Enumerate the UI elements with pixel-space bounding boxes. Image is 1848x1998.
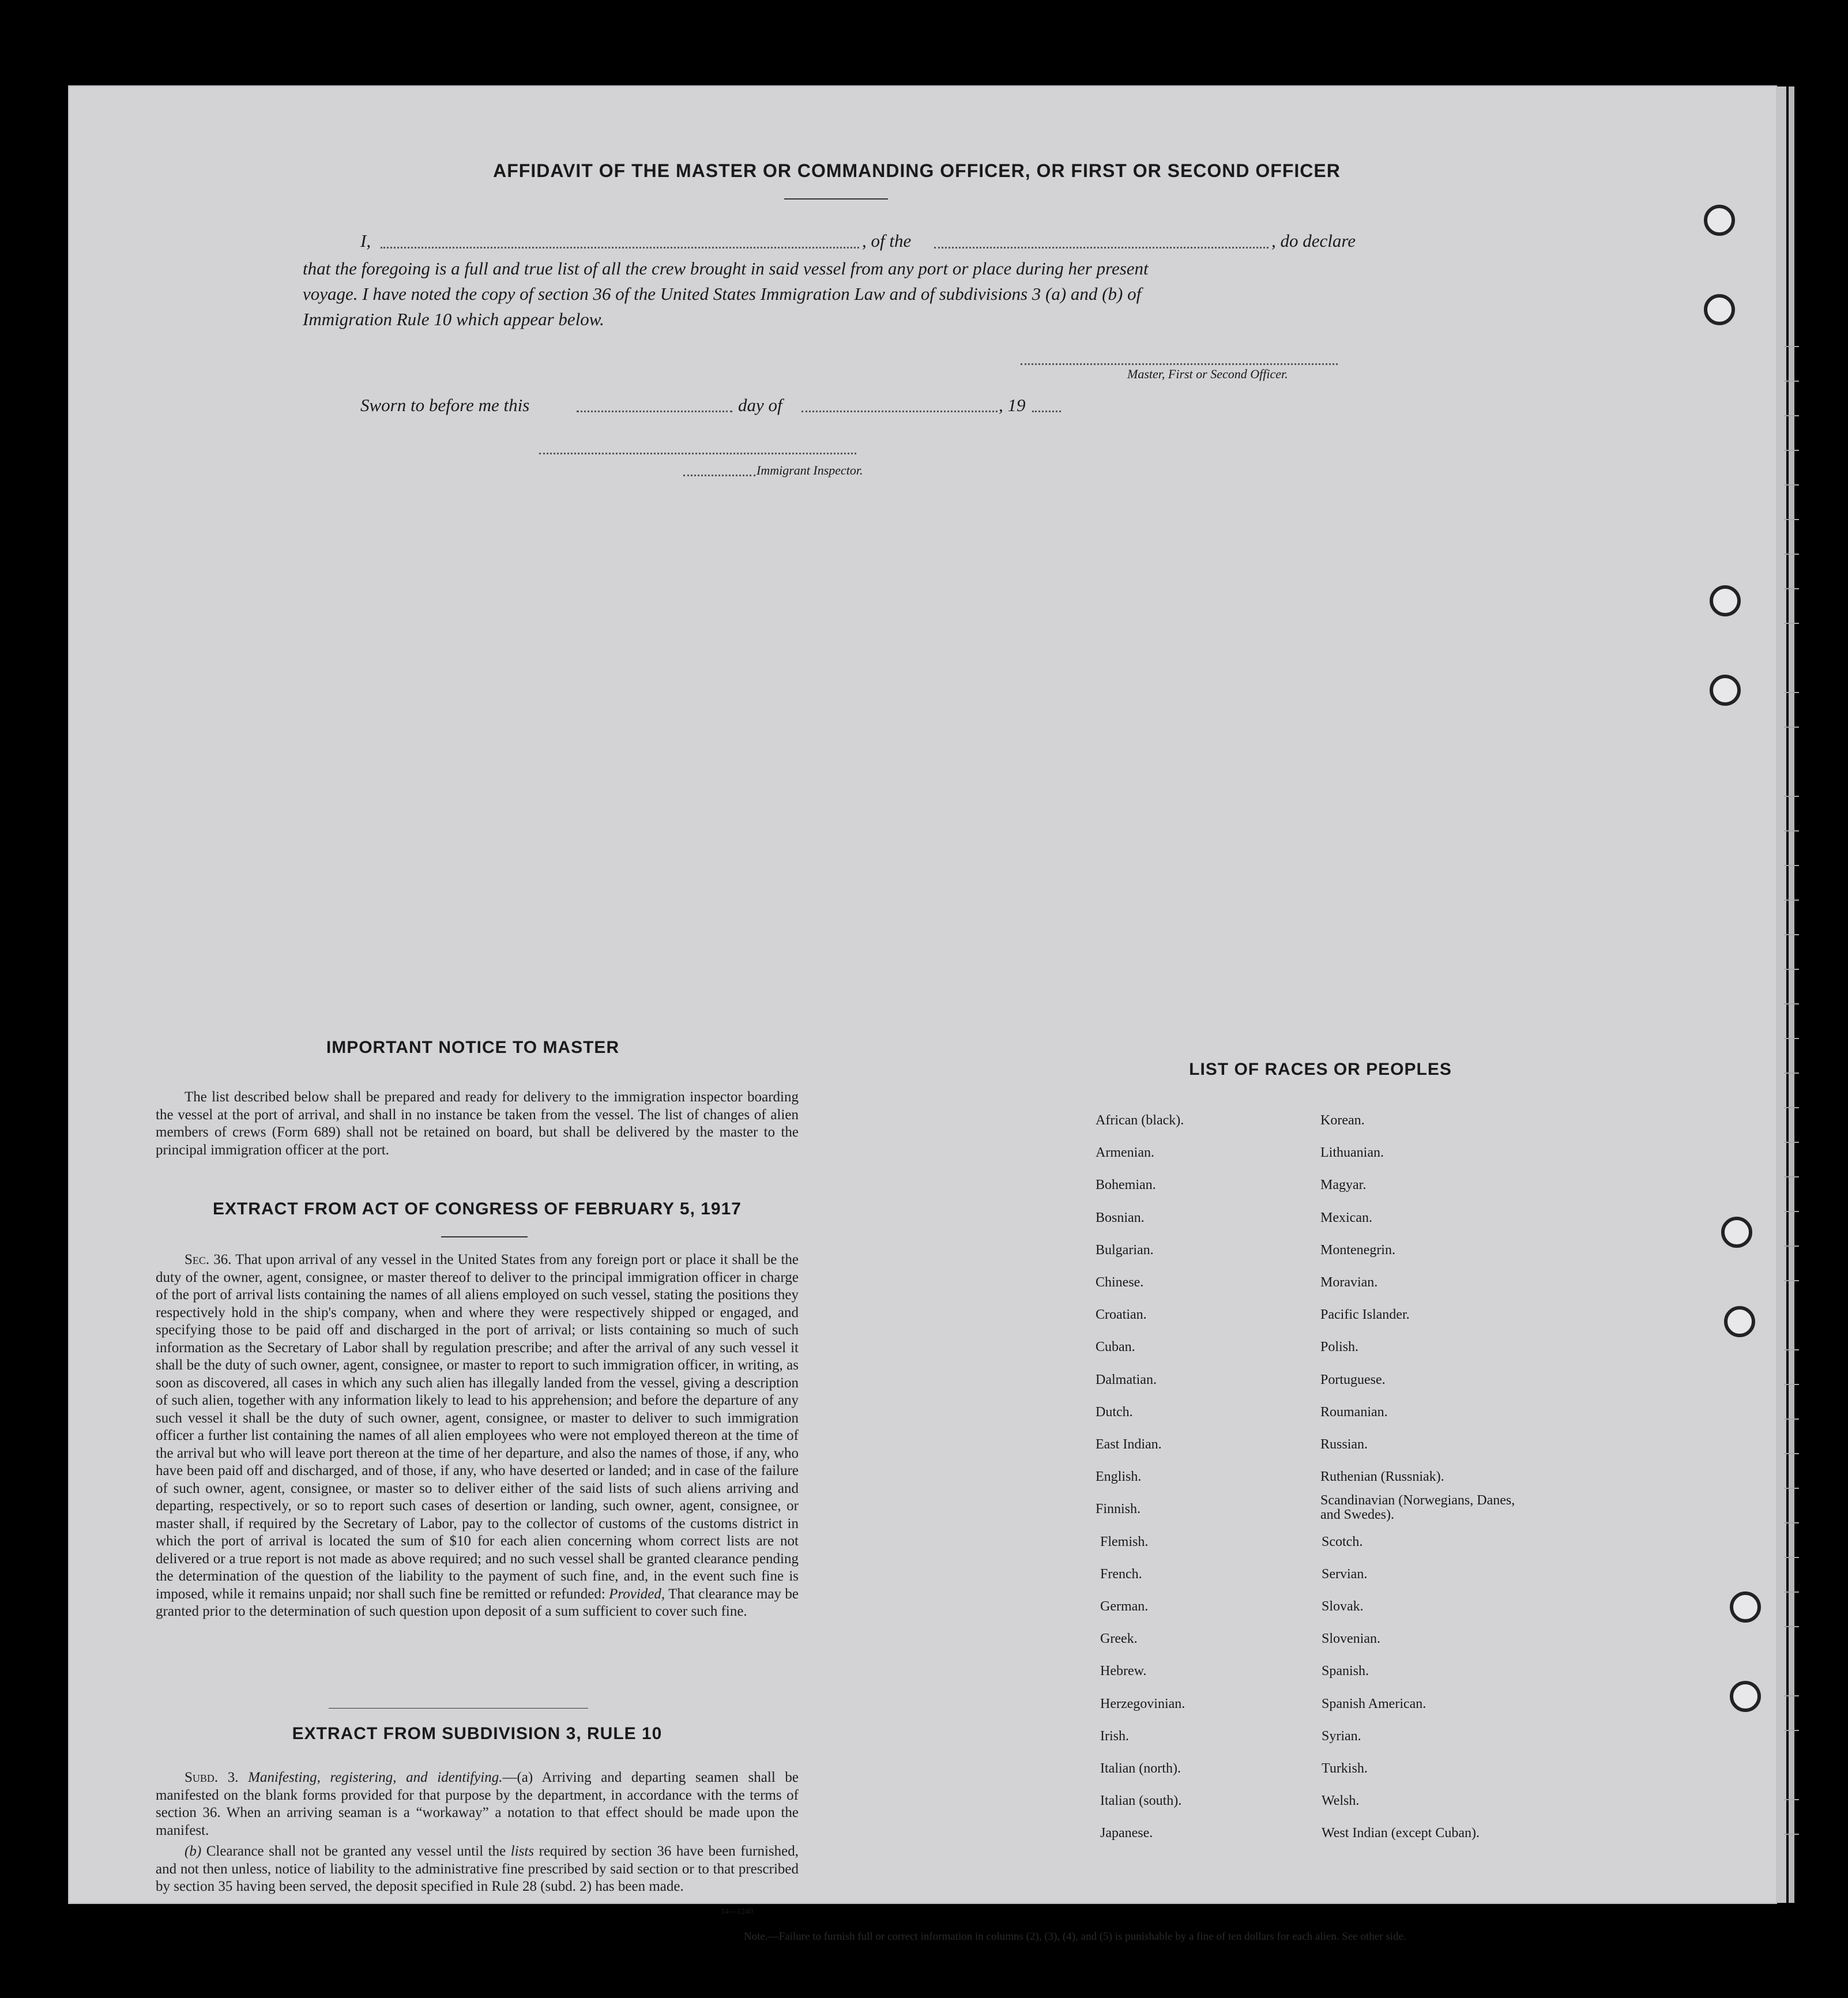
- rule-text-b: [156, 1843, 799, 1896]
- races-title: LIST OF RACES OR PEOPLES: [1189, 1060, 1452, 1079]
- affidavit-title-rule: [784, 198, 888, 200]
- binder-hole: [1704, 294, 1735, 325]
- act-text: [156, 1251, 799, 1621]
- race-item: African (black).: [1096, 1113, 1184, 1128]
- race-item: Lithuanian.: [1320, 1145, 1384, 1161]
- binder-hole: [1721, 1217, 1752, 1248]
- affidavit-of-the: , of the: [862, 231, 912, 251]
- rule-text-a: [156, 1769, 799, 1839]
- race-item: East Indian.: [1096, 1437, 1162, 1452]
- race-item: Dalmatian.: [1096, 1372, 1157, 1387]
- race-item: West Indian (except Cuban).: [1322, 1826, 1480, 1841]
- race-item: Korean.: [1320, 1113, 1365, 1128]
- act-title-rule: [441, 1236, 528, 1237]
- race-item: Japanese.: [1100, 1826, 1153, 1841]
- race-item: Slovak.: [1322, 1599, 1364, 1614]
- race-item: German.: [1100, 1599, 1149, 1614]
- race-item: Montenegrin.: [1320, 1242, 1395, 1258]
- sworn-year: , 19: [999, 395, 1026, 415]
- race-item: Magyar.: [1320, 1177, 1367, 1193]
- race-item: Pacific Islander.: [1320, 1307, 1410, 1323]
- race-item: Italian (north).: [1100, 1761, 1181, 1776]
- race-item: Bohemian.: [1096, 1177, 1156, 1193]
- name-field[interactable]: [381, 247, 859, 249]
- binder-hole: [1730, 1681, 1761, 1712]
- race-item: Dutch.: [1096, 1404, 1133, 1420]
- race-item: English.: [1096, 1469, 1142, 1485]
- affidavit-title: AFFIDAVIT OF THE MASTER OR COMMANDING OFFICER, OR FIRST OR SECOND OFFICER: [493, 160, 1341, 181]
- race-item: Flemish.: [1100, 1534, 1149, 1549]
- rule-a-text: —(a) Arriving and departing seamen shall be manifested on the blank forms provided for that purpose by the department, in accordance with the terms of section 36. When an arriving seaman is a “workaway” a notation to that effect should be made upon the manifest.: [156, 1770, 799, 1838]
- footer-note: Note.—Failure to furnish full or correct information in columns (2), (3), (4), and (5) is punishable by a fine of ten dollars for each alien. See other side.: [744, 1931, 1406, 1943]
- race-item: Herzegovinian.: [1100, 1696, 1185, 1711]
- race-item: Croatian.: [1096, 1307, 1147, 1323]
- act-provided-text: That clearance may be granted prior to the determination of such question upon deposit of a sum sufficient to cover such fine.: [156, 1586, 799, 1619]
- margin-ruling: [1776, 86, 1799, 1903]
- notice-text: The list described below shall be prepared and ready for delivery to the immigration inspector boarding the vessel at the port of arrival, and shall in no instance be taken from the vessel. The list of changes of alien members of crews (Form 689) shall not be retained on board, but shall be delivered by the master to the principal immigration officer at the port.: [156, 1089, 799, 1158]
- inspector-signature-field[interactable]: [539, 453, 856, 454]
- document-page: [69, 86, 1776, 1903]
- form-number: 14—1240: [721, 1907, 753, 1916]
- act-body: That upon arrival of any vessel in the United States from any foreign port or place it shall be the duty of the owner, agent, consignee, or master thereof to deliver to the principal immigration officer in charge of the port of arrival lists containing the names of all aliens employed on such vessel, stating the positions they respectively hold in the ship's company, when and where they were respectively shipped or engaged, and specifying those to be paid off and discharged in the port of arrival; or lists containing so much of such information as the Secretary of Labor shall by regulation prescribe; and after the arrival of any such vessel it shall be the duty of such owner, agent, consignee, or master to report to such immigration officer, in writing, as soon as discovered, all cases in which any such alien has illegally landed from the vessel, giving a description of such alien, together with any information likely to lead to his apprehension; and before the departure of any such vessel it shall be the duty of such owner, agent, consignee, or master to deliver to such immigration officer a further list containing the names of all alien employees who were not employed thereon at the time of the arrival but who will leave port thereon at the time of her departure, and also the names of those, if any, who have been paid off and discharged, and of those, if any, who have deserted or landed; and in case of the failure of such owner, agent, consignee, or master so to deliver either of the said lists of such aliens arriving and departing, respectively, or so to report such cases of desertion or landing, such owner, agent, consignee, or master shall, if required by the Secretary of Labor, pay to the collector of customs of the customs district in which the port of arrival is located the sum of $10 for each alien concerning whom correct lists are not delivered or a true report is not made as above required; and no such vessel shall be granted clearance pending the determination of the question of the liability to the payment of such fine, and, in the event such fine is imposed, while it remains unpaid; nor shall such fine be remitted or refunded:: [156, 1252, 799, 1602]
- race-item: Russian.: [1320, 1437, 1368, 1452]
- race-item: Irish.: [1100, 1728, 1129, 1744]
- affidavit-line-3: voyage. I have noted the copy of section 36 of the United States Immigration Law and of subdivisions 3 (a) and (b) of: [303, 284, 1142, 304]
- race-item: Turkish.: [1322, 1761, 1368, 1776]
- race-item: Scotch.: [1322, 1534, 1363, 1549]
- race-item: Moravian.: [1320, 1275, 1378, 1290]
- race-item: Syrian.: [1322, 1728, 1361, 1744]
- act-end-rule: [329, 1708, 588, 1709]
- race-item: Ruthenian (Russniak).: [1320, 1469, 1444, 1485]
- notice-title: IMPORTANT NOTICE TO MASTER: [326, 1038, 620, 1057]
- sworn-day-of: day of: [738, 395, 782, 415]
- race-item: Spanish American.: [1322, 1696, 1427, 1711]
- rule-b-label: (b): [185, 1843, 202, 1859]
- vessel-field[interactable]: [934, 247, 1269, 249]
- act-provided-label: Provided,: [609, 1586, 665, 1602]
- race-item: Polish.: [1320, 1339, 1359, 1355]
- affidavit-line-2: that the foregoing is a full and true list of all the crew brought in said vessel from any port or place during her present: [303, 258, 1149, 279]
- sworn-day-field[interactable]: [577, 411, 732, 412]
- race-item: Hebrew.: [1100, 1664, 1147, 1679]
- race-item: Armenian.: [1096, 1145, 1154, 1161]
- race-item: French.: [1100, 1566, 1142, 1582]
- binder-hole: [1704, 205, 1735, 236]
- race-item: Greek.: [1100, 1631, 1138, 1647]
- rule-subd-label: Subd. 3.: [185, 1770, 239, 1785]
- signature-field[interactable]: [1021, 363, 1338, 365]
- binder-hole: [1710, 585, 1741, 616]
- inspector-signature-field-2[interactable]: [683, 475, 755, 476]
- sworn-month-field[interactable]: [801, 411, 998, 412]
- race-item: Mexican.: [1320, 1210, 1372, 1225]
- sworn-prefix: Sworn to before me this: [360, 395, 530, 415]
- binder-hole: [1730, 1591, 1761, 1623]
- race-item: Bulgarian.: [1096, 1242, 1154, 1258]
- signature-caption: Master, First or Second Officer.: [1127, 367, 1288, 381]
- inspector-caption: Immigrant Inspector.: [756, 463, 863, 477]
- race-item: Portuguese.: [1320, 1372, 1386, 1387]
- race-item: Scandinavian (Norwegians, Danes, and Swedes).: [1320, 1493, 1515, 1523]
- race-item: Chinese.: [1096, 1275, 1144, 1290]
- race-item: Bosnian.: [1096, 1210, 1145, 1225]
- race-item: Roumanian.: [1320, 1404, 1388, 1420]
- rule-b-text-2: required by section 36 have been furnished, and not then unless, notice of liability to the administrative fine prescribed by said section or to that prescribed by section 35 having been served, the deposit specified in Rule 28 (subd. 2) has been made.: [156, 1843, 799, 1894]
- affidavit-i: I,: [360, 231, 371, 251]
- rule-b-text-1: Clearance shall not be granted any vessel until the: [206, 1843, 506, 1859]
- race-item: Cuban.: [1096, 1339, 1135, 1355]
- race-item: Italian (south).: [1100, 1793, 1182, 1809]
- race-item: Finnish.: [1096, 1502, 1141, 1517]
- act-title: EXTRACT FROM ACT OF CONGRESS OF FEBRUARY 5, 1917: [213, 1199, 742, 1218]
- binder-hole: [1724, 1306, 1755, 1337]
- sworn-year-field[interactable]: [1032, 411, 1061, 412]
- race-item: Servian.: [1322, 1566, 1368, 1582]
- race-item: Welsh.: [1322, 1793, 1360, 1809]
- affidavit-declare: , do declare: [1271, 231, 1356, 251]
- race-item: Spanish.: [1322, 1664, 1369, 1679]
- binder-hole: [1710, 675, 1741, 706]
- act-section-label: Sec. 36.: [185, 1252, 232, 1267]
- rule-title: EXTRACT FROM SUBDIVISION 3, RULE 10: [292, 1724, 663, 1743]
- rule-b-lists: lists: [510, 1843, 535, 1859]
- race-item: Slovenian.: [1322, 1631, 1380, 1647]
- rule-subd-heading: Manifesting, registering, and identifying.: [248, 1770, 503, 1785]
- affidavit-line-4: Immigration Rule 10 which appear below.: [303, 309, 604, 329]
